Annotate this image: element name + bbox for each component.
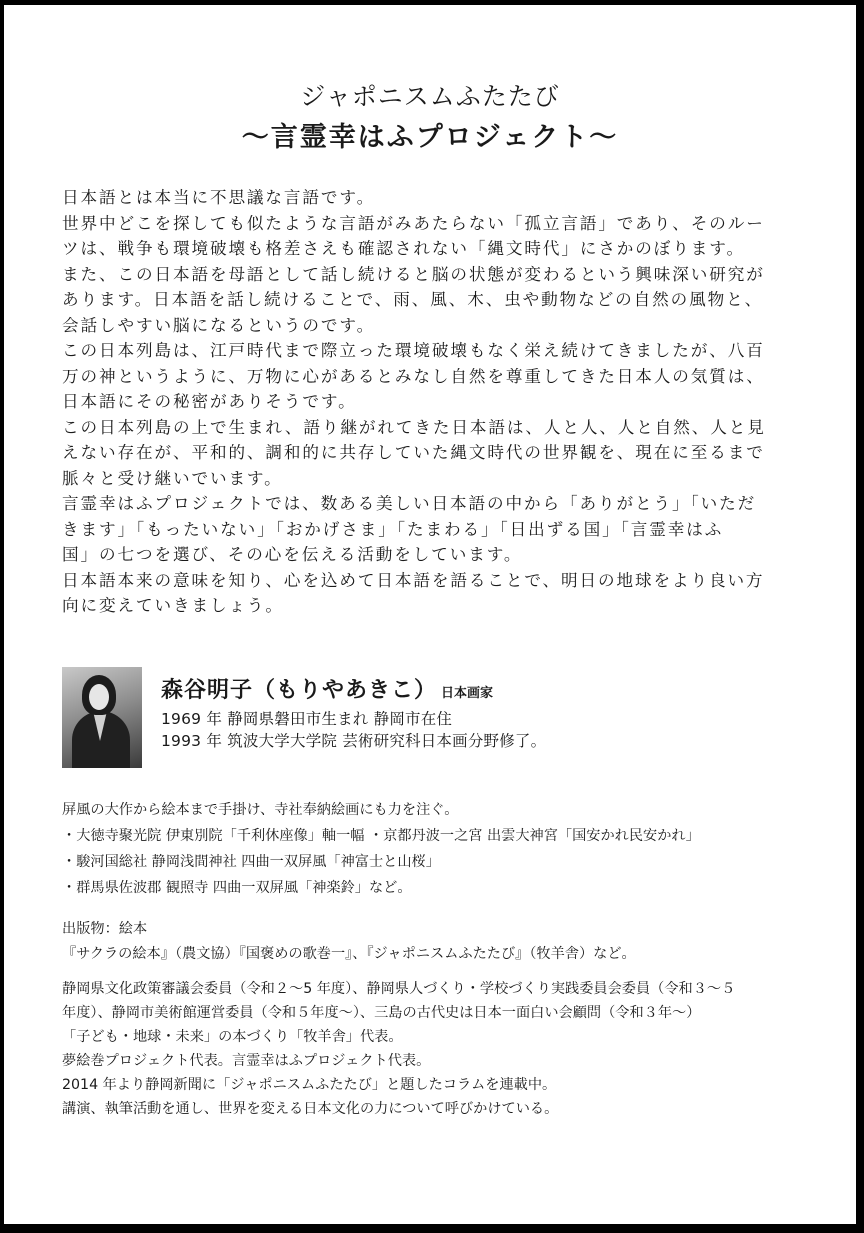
- intro-line: 会話しやすい脳になるというのです。: [62, 315, 376, 335]
- artist-role: 日本画家: [441, 686, 494, 701]
- history-line: 1993 年 筑波大学大学院 芸術研究科日本画分野修了。: [161, 732, 547, 750]
- history-line: 1969 年 静岡県磐田市生まれ 静岡市在住: [161, 710, 453, 728]
- publications-line: 『サクラの絵本』（農文協）『国褒めの歌巻一』、『ジャポニスムふたたび』（牧羊舎）など。: [62, 946, 636, 962]
- intro-line: また、この日本語を母語として話し続けると脳の状態が変わるという興味深い研究が: [62, 264, 765, 284]
- works-line: ・群馬県佐波郡 観照寺 四曲一双屏風「神楽鈴」など。: [62, 880, 412, 896]
- portrait-face: [89, 684, 109, 710]
- intro-line: この日本列島の上で生まれ、語り継がれてきた日本語は、人と人、人と自然、人と見: [62, 417, 766, 437]
- roles-line: 講演、執筆活動を通し、世界を変える日本文化の力について呼びかけている。: [62, 1101, 559, 1117]
- publications-heading: 出版物：絵本: [62, 921, 148, 937]
- intro-line: えない存在が、平和的、調和的に共存していた縄文時代の世界観を、現在に至るまで: [62, 443, 765, 462]
- publications: [62, 917, 636, 967]
- document-title: ジャポニスムふたたび: [300, 82, 560, 111]
- document-page: [4, 5, 856, 1224]
- roles-line: 夢絵巻プロジェクト代表。言霊幸はふプロジェクト代表。: [62, 1053, 431, 1069]
- intro-text: [62, 185, 807, 619]
- intro-line: 世界中どこを探しても似たような言語がみあたらない「孤立言語」であり、そのルー: [62, 213, 765, 233]
- artist-history: [161, 708, 546, 752]
- intro-line: きます」「もったいない」「おかげさま」「たまわる」「日出ずる国」「言霊幸はふ: [62, 519, 724, 539]
- artist-name-line: [161, 673, 493, 704]
- intro-line: 日本語にその秘密がありそうです。: [62, 392, 357, 411]
- works-list: [62, 797, 700, 901]
- intro-line: 日本語とは本当に不思議な言語です。: [62, 188, 376, 207]
- intro-line: 国」の七つを選び、その心を伝える活動をしています。: [62, 545, 523, 564]
- intro-line: 日本語本来の意味を知り、心を込めて日本語を語ることで、明日の地球をより良い方: [62, 570, 765, 590]
- roles-line: 静岡県文化政策審議会委員（令和２～5 年度）、静岡県人づくり・学校づくり実践委員会委員（令和３～５: [62, 981, 736, 997]
- roles-line: 「子ども・地球・未来」の本づくり「牧羊舎」代表。: [62, 1029, 403, 1045]
- artist-name: 森谷明子（もりやあきこ）: [161, 678, 438, 703]
- document-subtitle: ～言霊幸はふプロジェクト～: [241, 122, 619, 153]
- roles-line: 2014 年より静岡新聞に「ジャポニスムふたたび」と題したコラムを連載中。: [62, 1077, 557, 1093]
- roles-list: [62, 977, 807, 1121]
- roles-line: 年度）、静岡市美術館運営委員（令和５年度～）、三島の古代史は日本一面白い会顧問（令和３年～）: [62, 1005, 701, 1021]
- intro-line: 脈々と受け継いでいます。: [62, 468, 283, 488]
- intro-line: あります。日本語を話し続けることで、雨、風、木、虫や動物などの自然の風物と、: [62, 290, 764, 309]
- intro-line: 言霊幸はふプロジェクトでは、数ある美しい日本語の中から「ありがとう」「いただ: [62, 494, 757, 513]
- intro-line: ツは、戦争も環境破壊も格差さえも確認されない「縄文時代」にさかのぼります。: [62, 239, 745, 258]
- intro-line: 向に変えていきましょう。: [62, 596, 284, 615]
- portrait-photo: [62, 667, 142, 768]
- works-line: 屏風の大作から絵本まで手掛け、寺社奉納絵画にも力を注ぐ。: [62, 802, 459, 818]
- intro-line: 万の神というように、万物に心があるとみなし自然を尊重してきた日本人の気質は、: [62, 366, 765, 386]
- works-line: ・駿河国総社 静岡浅間神社 四曲一双屏風「神富士と山桜」: [62, 854, 440, 870]
- intro-line: この日本列島は、江戸時代まで際立った環境破壊もなく栄え続けてきましたが、八百: [62, 341, 765, 360]
- works-line: ・大徳寺聚光院 伊東別院「千利休座像」軸一幅 ・京都丹波一之宮 出雲大神宮「国安かれ民安かれ」: [62, 828, 700, 844]
